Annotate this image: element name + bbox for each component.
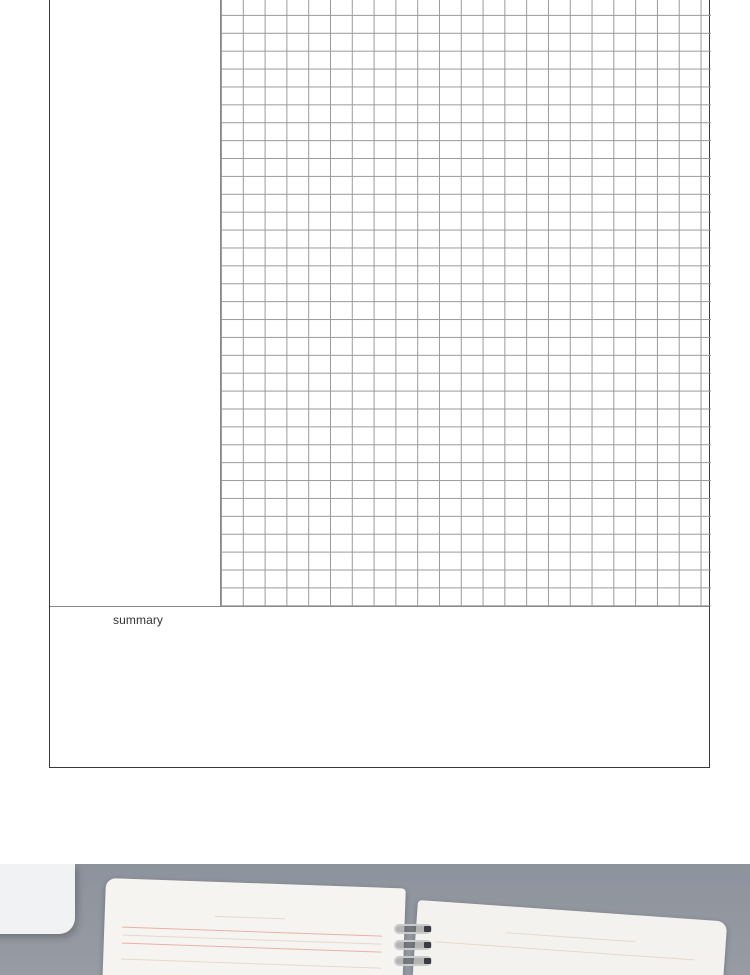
tablet-corner-image <box>0 864 75 934</box>
binder-hole <box>424 942 431 948</box>
notebook-left-page <box>102 878 406 975</box>
notebook-page-frame <box>49 0 710 768</box>
notebook-right-page <box>410 900 727 975</box>
grid-paper-area <box>220 0 711 606</box>
binder-hole <box>424 958 431 964</box>
binder-hole <box>424 926 431 932</box>
summary-divider <box>50 606 709 607</box>
notebook-product-photo <box>0 864 750 975</box>
summary-label: summary <box>113 613 164 627</box>
